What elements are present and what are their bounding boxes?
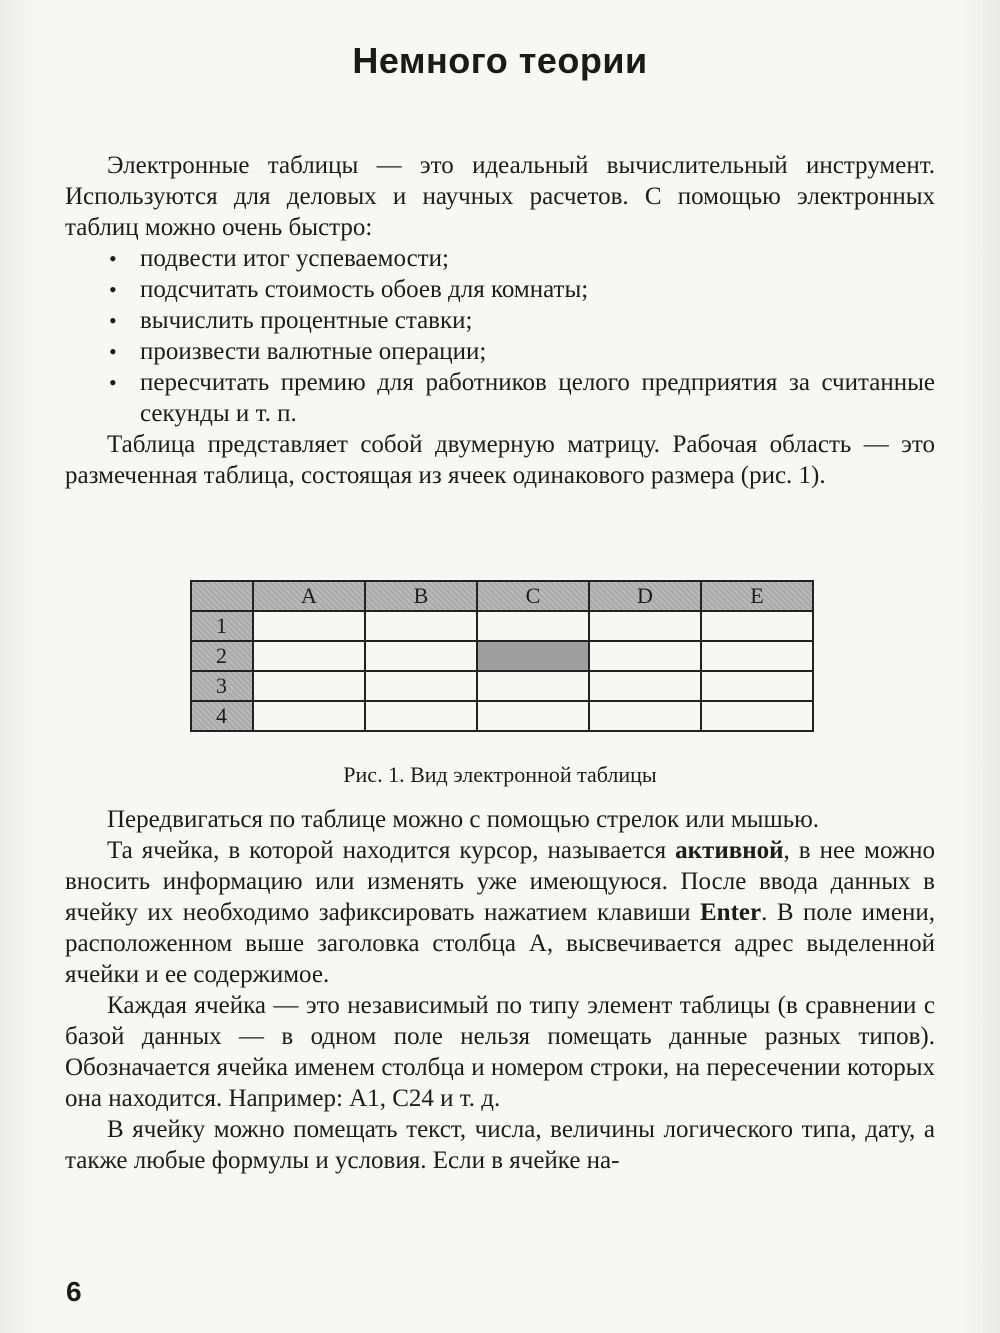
bullet-icon: • xyxy=(109,308,117,333)
column-header: E xyxy=(701,581,813,611)
page-number: 6 xyxy=(66,1276,82,1307)
column-header: D xyxy=(589,581,701,611)
column-header: A xyxy=(253,581,365,611)
row-header: 2 xyxy=(191,641,253,671)
page-title: Немного теории xyxy=(352,40,648,81)
list-item: • подсчитать стоимость обоев для комнаты; xyxy=(109,276,589,303)
matrix-paragraph: Таблица представляет собой двумерную матрицу. Рабочая область — это размеченная таблица, состоящая из ячеек одинакового размера (рис. 1). xyxy=(65,431,935,489)
grid-cell xyxy=(701,671,813,701)
list-item: • пересчитать премию для работников целого предприятия за считанные секунды и т. п. xyxy=(109,369,935,427)
grid-cell xyxy=(589,641,701,671)
row-header: 3 xyxy=(191,671,253,701)
navigation-paragraph: Передвигаться по таблице можно с помощью стрелок или мышью. xyxy=(107,806,820,833)
bullet-icon: • xyxy=(109,277,117,302)
grid-cell xyxy=(365,641,477,671)
grid-cell xyxy=(701,611,813,641)
list-item: • подвести итог успеваемости; xyxy=(109,245,449,272)
bullet-icon: • xyxy=(109,339,117,364)
bullet-icon: • xyxy=(109,370,117,395)
active-cell-paragraph: Та ячейка, в которой находится курсор, называется активной, в нее можно вносить информацию или изменять уже имеющуюся. После ввода данных в ячейку их необходимо зафиксировать нажатием клавиши Enter. В поле имени, расположенном выше заголовка столбца А, высвечивается адрес выделенной ячейки и ее содержимое. xyxy=(65,837,935,988)
key-enter: Enter xyxy=(700,899,762,926)
selected-cell xyxy=(477,641,589,671)
row-header: 4 xyxy=(191,701,253,731)
spreadsheet-figure xyxy=(190,580,814,732)
grid-cell xyxy=(477,611,589,641)
grid-cell xyxy=(365,701,477,731)
grid-cell xyxy=(365,611,477,641)
uses-list xyxy=(65,243,935,429)
grid-cell xyxy=(589,611,701,641)
grid-cell xyxy=(365,671,477,701)
grid-cell xyxy=(589,671,701,701)
bullet-icon: • xyxy=(109,246,117,271)
body-block xyxy=(65,804,935,1176)
column-header: C xyxy=(477,581,589,611)
list-item: • вычислить процентные ставки; xyxy=(109,307,473,334)
grid-cell xyxy=(477,701,589,731)
column-header: B xyxy=(365,581,477,611)
grid-cell xyxy=(701,641,813,671)
term-active: активной xyxy=(675,837,784,864)
grid-cell xyxy=(589,701,701,731)
intro-block xyxy=(65,150,935,491)
grid-cell xyxy=(253,701,365,731)
cell-content-paragraph: В ячейку можно помещать текст, числа, величины логического типа, дату, а также любые формулы и условия. Если в ячейке на- xyxy=(65,1116,935,1174)
corner-cell xyxy=(191,581,253,611)
figure-caption: Рис. 1. Вид электронной таблицы xyxy=(343,762,657,787)
grid-cell xyxy=(253,611,365,641)
intro-paragraph: Электронные таблицы — это идеальный вычислительный инструмент. Используются для деловых и научных расчетов. С помощью электронных таблиц можно очень быстро: xyxy=(65,152,935,241)
grid-cell xyxy=(253,671,365,701)
list-item: • произвести валютные операции; xyxy=(109,338,487,365)
grid-cell xyxy=(701,701,813,731)
grid-cell xyxy=(253,641,365,671)
cell-definition-paragraph: Каждая ячейка — это независимый по типу элемент таблицы (в сравнении с базой данных — в одном поле нельзя помещать данные разных типов). Обозначается ячейка именем столбца и номером строки, на пересечении которых она находится. Например: А1, С24 и т. д. xyxy=(65,992,935,1112)
grid-cell xyxy=(477,671,589,701)
row-header: 1 xyxy=(191,611,253,641)
